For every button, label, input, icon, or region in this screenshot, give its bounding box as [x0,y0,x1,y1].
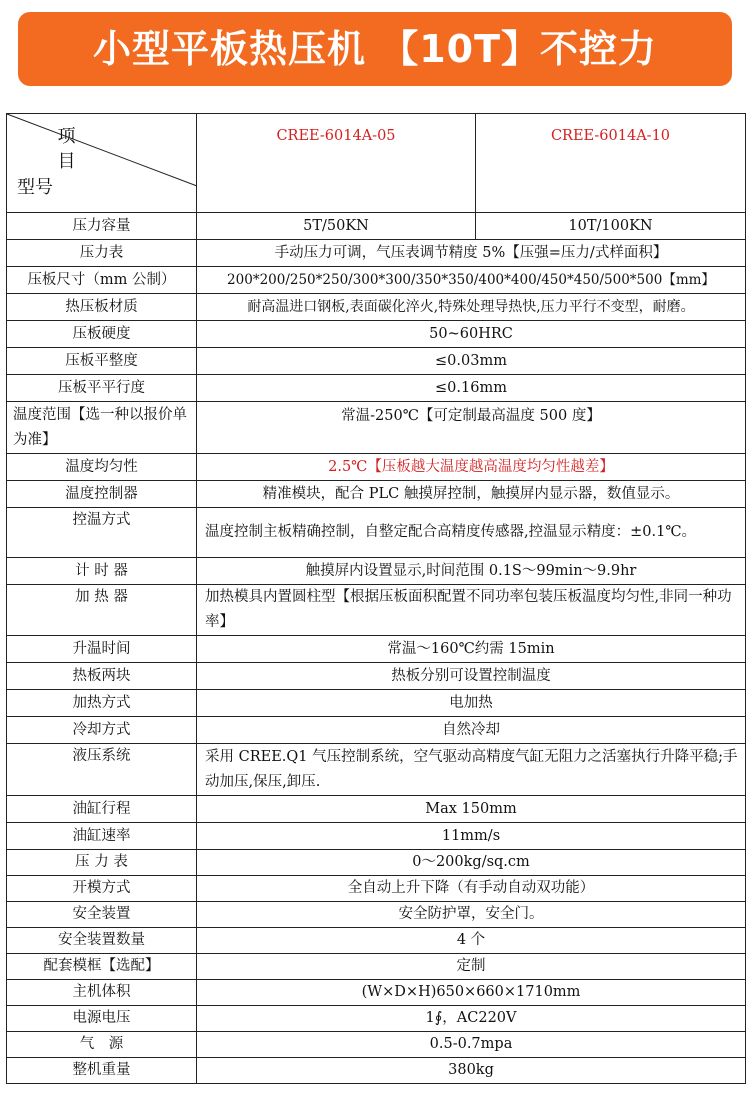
model-a: CREE-6014A-05 [197,114,476,213]
row-value: 0.5-0.7mpa [197,1032,746,1058]
row-label: 油缸速率 [7,823,197,850]
row-label: 冷却方式 [7,717,197,744]
row-label: 压板平平行度 [7,375,197,402]
table-row [7,850,746,876]
model-b: CREE-6014A-10 [476,114,746,213]
table-row [7,402,746,454]
table-row [7,481,746,508]
row-value: 安全防护罩，安全门。 [197,902,746,928]
table-row [7,636,746,663]
row-label: 热板两块 [7,663,197,690]
row-label: 加 热 器 [7,585,197,636]
item-label: 项 目 [57,126,214,172]
row-value: 触摸屏内设置显示,时间范围 0.1S～99min～9.9hr [197,558,746,585]
row-label: 温度范围【选一种以报价单为准】 [7,402,197,454]
row-label: 安全装置数量 [7,928,197,954]
row-value: Max 150mm [197,796,746,823]
row-value: 50~60HRC [197,321,746,348]
table-row [7,267,746,294]
row-label: 气 源 [7,1032,197,1058]
row-value: 5T/50KN [197,213,476,240]
row-value: (W×D×H)650×660×1710mm [197,980,746,1006]
row-label: 控温方式 [7,508,197,558]
row-value: 1∮，AC220V [197,1006,746,1032]
table-row [7,954,746,980]
row-label: 计 时 器 [7,558,197,585]
table-row [7,294,746,321]
table-row [7,876,746,902]
row-value: 手动压力可调，气压表调节精度 5%【压强=压力/式样面积】 [197,240,746,267]
row-label: 油缸行程 [7,796,197,823]
table-row [7,558,746,585]
row-value: 定制 [197,954,746,980]
row-value: 电加热 [197,690,746,717]
table-row [7,321,746,348]
table-row [7,1058,746,1084]
table-row [7,1006,746,1032]
row-value: ≤0.16mm [197,375,746,402]
row-value: 0～200kg/sq.cm [197,850,746,876]
table-row [7,240,746,267]
row-label: 温度均匀性 [7,454,197,481]
row-label: 升温时间 [7,636,197,663]
row-value: 热板分别可设置控制温度 [197,663,746,690]
row-value: 采用 CREE.Q1 气压控制系统，空气驱动高精度气缸无阻力之活塞执行升降平稳;手动加压,保压,卸压. [197,744,746,796]
table-row [7,508,746,558]
row-value: 温度控制主板精确控制，自整定配合高精度传感器,控温显示精度：±0.1℃。 [197,508,746,558]
row-value: 自然冷却 [197,717,746,744]
row-label: 压板平整度 [7,348,197,375]
row-label: 温度控制器 [7,481,197,508]
table-row [7,717,746,744]
spec-table [6,113,746,1084]
table-row [7,585,746,636]
row-label: 热压板材质 [7,294,197,321]
model-label: 型号 [17,177,53,198]
row-value: 200*200/250*250/300*300/350*350/400*400/450*450/500*500【mm】 [197,267,746,294]
row-value: 精准模块，配合 PLC 触摸屏控制，触摸屏内显示器，数值显示。 [197,481,746,508]
table-row [7,663,746,690]
row-label: 液压系统 [7,744,197,796]
row-label: 开模方式 [7,876,197,902]
table-row [7,454,746,481]
row-value: 10T/100KN [476,213,746,240]
row-label: 压板尺寸（mm 公制） [7,267,197,294]
table-row [7,1032,746,1058]
row-label: 安全装置 [7,902,197,928]
table-row [7,375,746,402]
table-row [7,928,746,954]
table-header-row [7,114,746,213]
row-value: 耐高温进口钢板,表面碳化淬火,特殊处理导热快,压力平行不变型，耐磨。 [197,294,746,321]
table-row [7,348,746,375]
row-label: 加热方式 [7,690,197,717]
title-banner [18,12,732,86]
row-value: 4 个 [197,928,746,954]
table-row [7,902,746,928]
row-value: ≤0.03mm [197,348,746,375]
table-row [7,690,746,717]
row-label: 整机重量 [7,1058,197,1084]
table-row [7,744,746,796]
row-value: 全自动上升下降（有手动自动双功能） [197,876,746,902]
row-label: 压板硬度 [7,321,197,348]
row-label: 主机体积 [7,980,197,1006]
row-label: 压 力 表 [7,850,197,876]
table-row [7,823,746,850]
table-row [7,213,746,240]
row-label: 电源电压 [7,1006,197,1032]
row-value: 380kg [197,1058,746,1084]
row-value: 2.5℃【压板越大温度越高温度均匀性越差】 [197,454,746,481]
page-title: 小型平板热压机 【10T】不控力 [92,27,658,71]
header-corner-cell [7,114,214,213]
row-label: 压力表 [7,240,197,267]
row-value: 加热模具内置圆柱型【根据压板面积配置不同功率包装压板温度均匀性,非同一种功率】 [197,585,746,636]
table-row [7,796,746,823]
table-row [7,980,746,1006]
row-label: 配套模框【选配】 [7,954,197,980]
row-label: 压力容量 [7,213,197,240]
row-value: 11mm/s [197,823,746,850]
row-value: 常温-250℃【可定制最高温度 500 度】 [197,402,746,454]
row-value: 常温～160℃约需 15min [197,636,746,663]
